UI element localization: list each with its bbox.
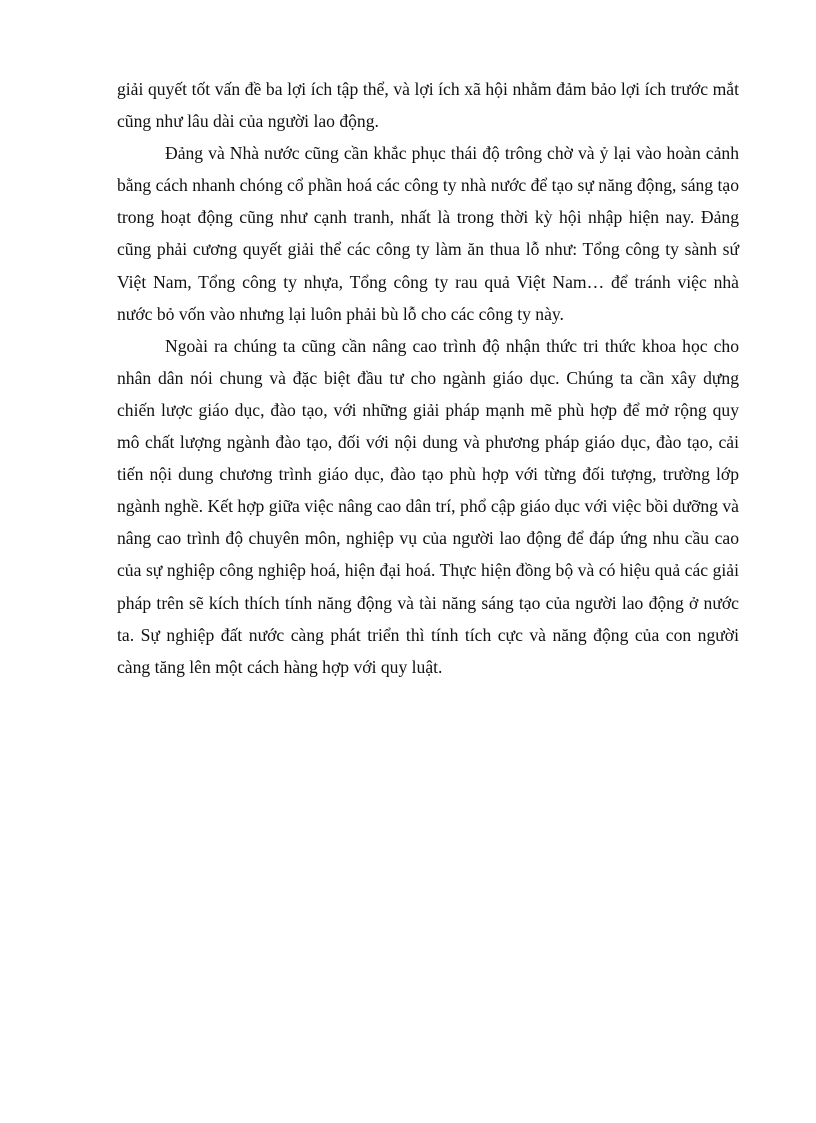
paragraph-party-and-state: Đảng và Nhà nước cũng cần khắc phục thái độ trông chờ và ỷ lại vào hoàn cảnh bằng cách nhanh chóng cổ phần hoá các công ty nhà nước để tạo sự năng động, sáng tạo trong hoạt động cũng như cạnh tranh, nhất là trong thời kỳ hội nhập hiện nay. Đảng cũng phải cương quyết giải thể các công ty làm ăn thua lỗ như: Tổng công ty sành sứ Việt Nam, Tổng công ty nhựa, Tổng công ty rau quả Việt Nam… để tránh việc nhà nước bỏ vốn vào nhưng lại luôn phải bù lỗ cho các công ty này.	[117, 143, 739, 324]
paragraph-education: Ngoài ra chúng ta cũng cần nâng cao trình độ nhận thức tri thức khoa học cho nhân dân nói chung và đặc biệt đầu tư cho ngành giáo dục. Chúng ta cần xây dựng chiến lược giáo dục, đào tạo, với những giải pháp mạnh mẽ phù hợp để mở rộng quy mô chất lượng ngành đào tạo, đối với nội dung và phương pháp giáo dục, đào tạo, cải tiến nội dung chương trình giáo dục, đào tạo phù hợp với từng đối tượng, trường lớp ngành nghề. Kết hợp giữa việc nâng cao dân trí, phổ cập giáo dục với việc bồi dưỡng và nâng cao trình độ chuyên môn, nghiệp vụ của người lao động để đáp ứng nhu cầu cao của sự nghiệp công nghiệp hoá, hiện đại hoá. Thực hiện đồng bộ và có hiệu quả các giải pháp trên sẽ kích thích tính năng động và tài năng sáng tạo của người lao động ở nước ta. Sự nghiệp đất nước càng phát triển thì tính tích cực và năng động của con người càng tăng lên một cách hàng hợp với quy luật.	[117, 335, 739, 677]
paragraph-continuation: giải quyết tốt vấn đề ba lợi ích tập thể, và lợi ích xã hội nhằm đảm bảo lợi ích trước mắt cũng như lâu dài của người lao động.	[117, 79, 739, 132]
document-page	[117, 73, 739, 683]
